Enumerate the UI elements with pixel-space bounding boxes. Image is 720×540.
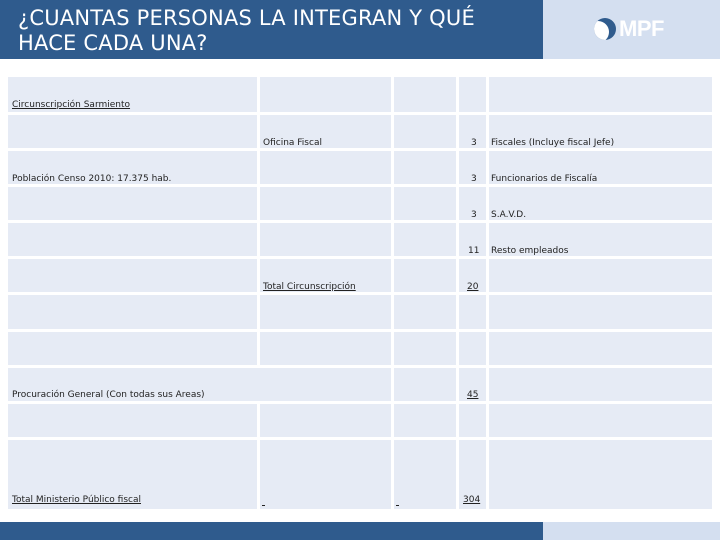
empty-underline [262,505,265,506]
staff-role: Fiscales (Incluye fiscal Jefe) [491,138,615,148]
procuracion-label: Procuración General (Con todas sus Areas) [12,390,205,400]
total-mpf-value: 304 [463,495,481,505]
staff-table [8,77,712,509]
title-line-2: HACE CADA UNA? [18,31,208,55]
poblacion-label: Población Censo 2010: 17.375 hab. [12,174,172,184]
logo-text: MPF [619,16,664,41]
staff-role: Resto empleados [491,246,569,256]
mpf-logo-icon [594,18,616,40]
staff-role: S.A.V.D. [491,210,527,220]
empty-underline [396,505,399,506]
circunscripcion-label: Circunscripción Sarmiento [12,100,131,110]
total-mpf-label: Total Ministerio Público fiscal [12,495,141,505]
mpf-logo [594,15,664,43]
page-title [18,6,538,56]
total-circunscripcion-value: 20 [467,282,479,292]
staff-count: 3 [471,138,477,148]
oficina-fiscal-label: Oficina Fiscal [263,138,322,148]
procuracion-value: 45 [467,390,479,400]
staff-count: 3 [471,210,477,220]
title-line-1: ¿CUANTAS PERSONAS LA INTEGRAN Y QUÉ [18,6,475,30]
total-circunscripcion-label: Total Circunscripción [263,282,356,292]
staff-count: 11 [468,246,480,256]
header-banner [0,0,543,59]
footer-bar-accent [543,522,720,540]
footer-bar [0,522,543,540]
staff-count: 3 [471,174,477,184]
staff-role: Funcionarios de Fiscalía [491,174,598,184]
